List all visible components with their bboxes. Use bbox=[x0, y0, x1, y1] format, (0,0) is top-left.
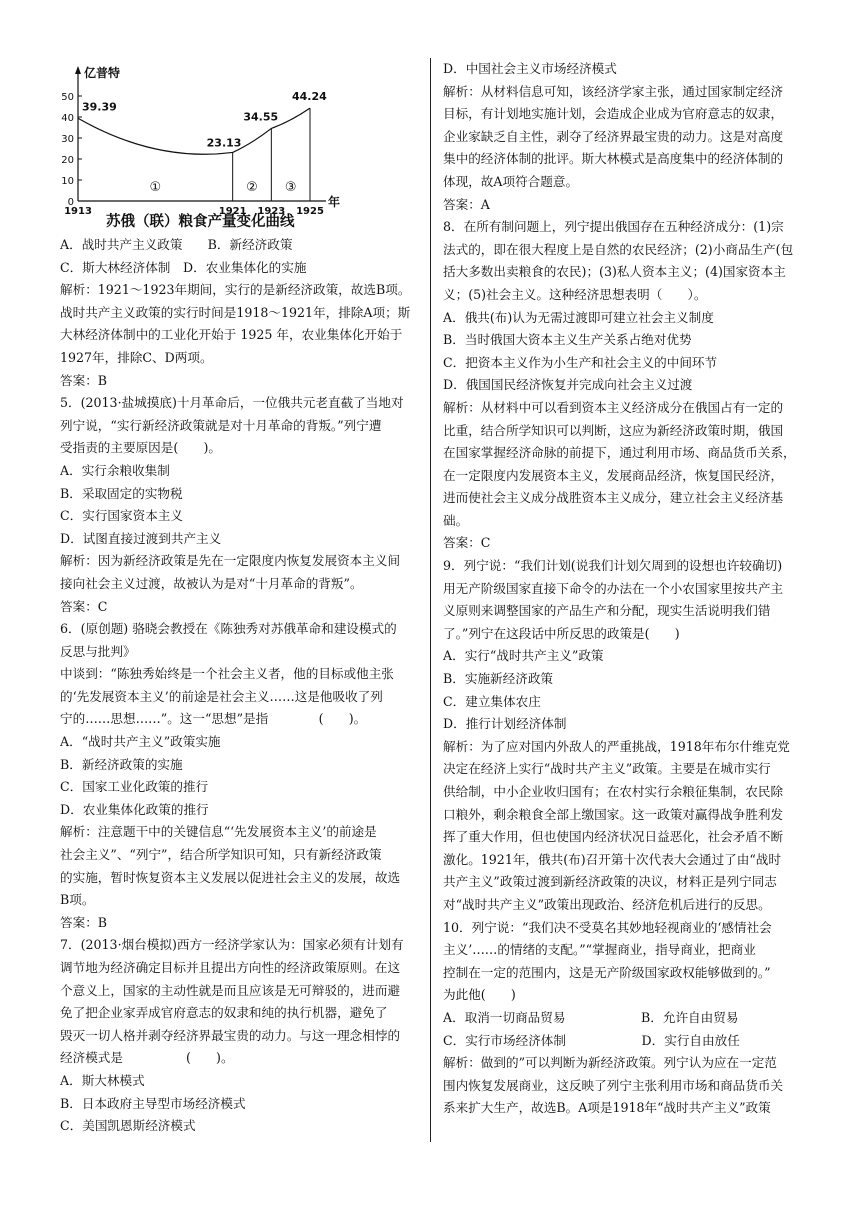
text-line: 控制在一定的范围内，这是无产阶级国家政权能够做到的。” bbox=[443, 964, 771, 980]
text-line: C．国家工业化政策的推行 bbox=[60, 779, 209, 795]
x-tick-label: 1913 bbox=[64, 206, 92, 217]
text-line: 5．(2013·盐城摸底)十月革命后，一位俄共元老直截了当地对 bbox=[60, 395, 404, 411]
text-line: A．“战时共产主义”政策实施 bbox=[60, 734, 221, 750]
text-line: 列宁说，“实行新经济政策就是对十月革命的背叛。”列宁遭 bbox=[60, 417, 382, 433]
data-label: 23.13 bbox=[206, 136, 242, 150]
text-line: 解析：从材料中可以看到资本主义经济成分在俄国占有一定的 bbox=[443, 399, 784, 415]
text-line: 比重，结合所学知识可以判断，这应为新经济政策时期，俄国 bbox=[443, 422, 784, 438]
text-line: 义原则来调整国家的产品生产和分配，现实生活说明我们错 bbox=[443, 603, 771, 619]
text-line: 7．(2013·烟台模拟)西方一经济学家认为：国家必须有计划有 bbox=[60, 937, 404, 953]
chart-title: 苏俄（联）粮食产量变化曲线 bbox=[106, 214, 295, 230]
text-line: 的‘先发展资本主义’的前途是社会主义……这是他吸收了列 bbox=[60, 688, 383, 704]
text-line: 体现，故A项符合题意。 bbox=[443, 173, 579, 189]
text-line: 社会主义”、“列宁”，结合所学知识可知，只有新经济政策 bbox=[60, 847, 382, 863]
text-line: 企业家缺乏自主性，剥夺了经济界最宝贵的动力。这是对高度 bbox=[443, 128, 784, 144]
text-line: 为此他( ) bbox=[443, 987, 516, 1003]
text-line: C．实行国家资本主义 bbox=[60, 508, 183, 524]
x-tick-label: 1923 bbox=[257, 206, 286, 217]
text-line: C．斯大林经济体制 D．农业集体化的实施 bbox=[60, 259, 307, 275]
text-line: 解析：做到的”可以判断为新经济政策。列宁认为应在一定范 bbox=[443, 1055, 777, 1071]
y-axis-arrow bbox=[75, 66, 81, 74]
y-tick-label: 20 bbox=[61, 155, 74, 166]
text-line: 9．列宁说：“我们计划(说我们计划欠周到的设想也许较确切) bbox=[443, 558, 783, 574]
text-line: 共产主义”政策过渡到新经济政策的决议，材料正是列宁同志 bbox=[443, 874, 777, 890]
text-line: B．新经济政策的实施 bbox=[60, 756, 183, 772]
text-line: 口粮外，剩余粮食全部上缴国家。这一政策对赢得战争胜利发 bbox=[443, 806, 784, 822]
text-line: D．中国社会主义市场经济模式 bbox=[443, 61, 617, 76]
text-line: 解析：因为新经济政策是先在一定限度内恢复发展资本主义间 bbox=[60, 553, 401, 569]
text-line: D．农业集体化政策的推行 bbox=[60, 801, 209, 817]
text-line: 8．在所有制问题上，列宁提出俄国存在五种经济成分：(1)宗 bbox=[443, 219, 784, 235]
text-line: 答案：B bbox=[60, 914, 108, 930]
text-line: 在国家掌握经济命脉的前提下，通过利用市场、商品货币关系， bbox=[443, 445, 796, 461]
right-text-block bbox=[443, 58, 805, 1120]
text-line: 目标，有计划地实施计划，会造成企业成为官府意志的奴隶， bbox=[443, 106, 784, 122]
text-line: 大林经济体制中的工业化开始于 1925 年，农业集体化开始于 bbox=[60, 327, 403, 343]
text-line: 解析：从材料信息可知，该经济学家主张，通过国家制定经济 bbox=[443, 83, 784, 99]
text-line: A．俄共(布)认为无需过渡即可建立社会主义制度 bbox=[443, 309, 714, 325]
text-line: 6．(原创题) 骆晓会教授在《陈独秀对苏俄革命和建设模式的 bbox=[60, 621, 397, 637]
text-line: 宁的……思想……”。这一“思想”是指 ( )。 bbox=[60, 711, 367, 727]
text-line: 个意义上，国家的主动性就是而且应该是无可辩驳的，进而避 bbox=[60, 982, 401, 998]
y-tick-label: 50 bbox=[61, 92, 74, 103]
text-line: 系来扩大生产，故选B。A项是1918年“战时共产主义”政策 bbox=[443, 1100, 771, 1116]
text-line: 答案：B bbox=[60, 372, 108, 388]
text-line: B．实施新经济政策 bbox=[443, 671, 554, 687]
text-line: 主义’……的情绪的支配。”“掌握商业，指导商业，把商业 bbox=[443, 942, 756, 958]
text-line: 了。”列宁在这段话中所反思的政策是( ) bbox=[443, 625, 680, 641]
grain-output-chart bbox=[60, 58, 360, 234]
x-axis-label: 年 bbox=[328, 195, 341, 209]
y-tick-label: 10 bbox=[61, 176, 74, 187]
text-line: C．美国凯恩斯经济模式 bbox=[60, 1118, 196, 1134]
text-line: 解析：1921～1923年期间，实行的是新经济政策，故选B项。 bbox=[60, 282, 411, 298]
text-line: 括大多数出卖粮食的农民)；(3)私人资本主义；(4)国家资本主 bbox=[443, 264, 786, 280]
right-column bbox=[443, 58, 805, 1120]
text-line: 义；(5)社会主义。这种经济思想表明（ ）。 bbox=[443, 286, 707, 302]
text-line: 经济模式是 ( )。 bbox=[60, 1050, 234, 1066]
data-label: 44.24 bbox=[292, 90, 327, 104]
text-line: 1927年，排除C、D两项。 bbox=[60, 349, 213, 365]
text-line: D．推行计划经济体制 bbox=[443, 716, 567, 732]
text-line: B．日本政府主导型市场经济模式 bbox=[60, 1095, 246, 1111]
chart-svg bbox=[60, 58, 360, 234]
text-line: C．实行市场经济体制 D．实行自由放任 bbox=[443, 1032, 740, 1048]
text-line: 受指责的主要原因是( )。 bbox=[60, 440, 221, 456]
y-tick-label: 40 bbox=[61, 113, 74, 124]
text-line: 中谈到：“陈独秀始终是一个社会主义者，他的目标或他主张 bbox=[60, 666, 394, 682]
data-label: 34.55 bbox=[243, 110, 279, 124]
data-label: 39.39 bbox=[82, 100, 117, 114]
text-line: 围内恢复发展商业，这反映了列宁主张利用市场和商品货币关 bbox=[443, 1077, 784, 1093]
text-line: 答案：C bbox=[443, 535, 491, 551]
text-line: 战时共产主义政策的实行时间是1918～1921年，排除A项；斯 bbox=[60, 304, 411, 320]
text-line: A．斯大林模式 bbox=[60, 1072, 145, 1088]
text-line: 解析：为了应对国内外敌人的严重挑战，1918年布尔什维克党 bbox=[443, 738, 790, 754]
text-line: 答案：A bbox=[443, 196, 490, 212]
text-line: 法式的，即在很大程度上是自然的农民经济；(2)小商品生产(包 bbox=[443, 241, 794, 257]
text-line: 的实施，暂时恢复资本主义发展以促进社会主义的发展，故选 bbox=[60, 869, 401, 885]
text-line: D．俄国国民经济恢复并完成向社会主义过渡 bbox=[443, 377, 693, 393]
y-axis-label: 亿普特 bbox=[84, 66, 121, 80]
text-line: 础。 bbox=[443, 512, 469, 528]
text-line: A．实行余粮收集制 bbox=[60, 462, 170, 478]
text-line: 挥了重大作用，但也使国内经济状况日益恶化，社会矛盾不断 bbox=[443, 829, 784, 845]
text-line: 解析：注意题干中的关键信息“‘先发展资本主义’的前途是 bbox=[60, 824, 377, 840]
text-line: 免了把企业家弄成官府意志的奴隶和纯的执行机器，避免了 bbox=[60, 1005, 388, 1021]
text-line: 集中的经济体制的批评。斯大林模式是高度集中的经济体制的 bbox=[443, 151, 784, 167]
text-line: 对“战时共产主义”政策出现政治、经济危机后进行的反思。 bbox=[443, 896, 771, 912]
text-line: A．实行“战时共产主义”政策 bbox=[443, 648, 604, 664]
text-line: 调节地为经济确定目标并且提出方向性的经济政策原则。在这 bbox=[60, 960, 401, 975]
y-tick-label: 0 bbox=[67, 197, 74, 208]
text-line: B．当时俄国大资本主义生产关系占绝对优势 bbox=[443, 332, 692, 348]
text-line: 用无产阶级国家直接下命令的办法在一个小农国家里按共产主 bbox=[443, 580, 784, 596]
text-line: B项。 bbox=[60, 892, 95, 908]
x-tick-label: 1925 bbox=[296, 206, 324, 217]
text-line: A．取消一切商品贸易 B．允许自由贸易 bbox=[443, 1009, 739, 1025]
text-line: B．采取固定的实物税 bbox=[60, 485, 183, 501]
region-label: ① bbox=[149, 180, 162, 195]
text-line: 毁灭一切人格并剥夺经济界最宝贵的动力。与这一理念相悖的 bbox=[60, 1027, 401, 1043]
text-line: 在一定限度内发展资本主义，发展商品经济，恢复国民经济， bbox=[443, 467, 784, 483]
left-text-block bbox=[60, 234, 420, 1138]
text-line: D．试图直接过渡到共产主义 bbox=[60, 530, 222, 546]
text-line: 反思与批判》 bbox=[60, 643, 136, 659]
text-line: 决定在经济上实行“战时共产主义”政策。主要是在城市实行 bbox=[443, 761, 771, 777]
text-line: A．战时共产主义政策 B．新经济政策 bbox=[60, 237, 293, 252]
text-line: 供给制，中小企业收归国有；在农村实行余粮征集制，农民除 bbox=[443, 784, 784, 799]
column-divider bbox=[430, 58, 431, 1142]
x-tick-label: 1921 bbox=[218, 206, 247, 217]
text-line: 10．列宁说：“我们决不受莫名其妙地轻视商业的‘感情社会 bbox=[443, 919, 772, 935]
region-label: ② bbox=[246, 180, 258, 195]
text-line: C．建立集体农庄 bbox=[443, 693, 541, 709]
text-line: C．把资本主义作为小生产和社会主义的中间环节 bbox=[443, 354, 718, 370]
text-line: 答案：C bbox=[60, 598, 108, 614]
text-line: 进而使社会主义成分战胜资本主义成分，建立社会主义经济基 bbox=[443, 490, 784, 506]
y-tick-label: 30 bbox=[61, 134, 74, 145]
left-column bbox=[60, 58, 420, 1138]
text-line: 激化。1921年，俄共(布)召开第十次代表大会通过了由“战时 bbox=[443, 851, 781, 867]
text-line: 接向社会主义过渡，故被认为是对“十月革命的背叛”。 bbox=[60, 575, 363, 591]
region-label: ③ bbox=[284, 180, 297, 195]
